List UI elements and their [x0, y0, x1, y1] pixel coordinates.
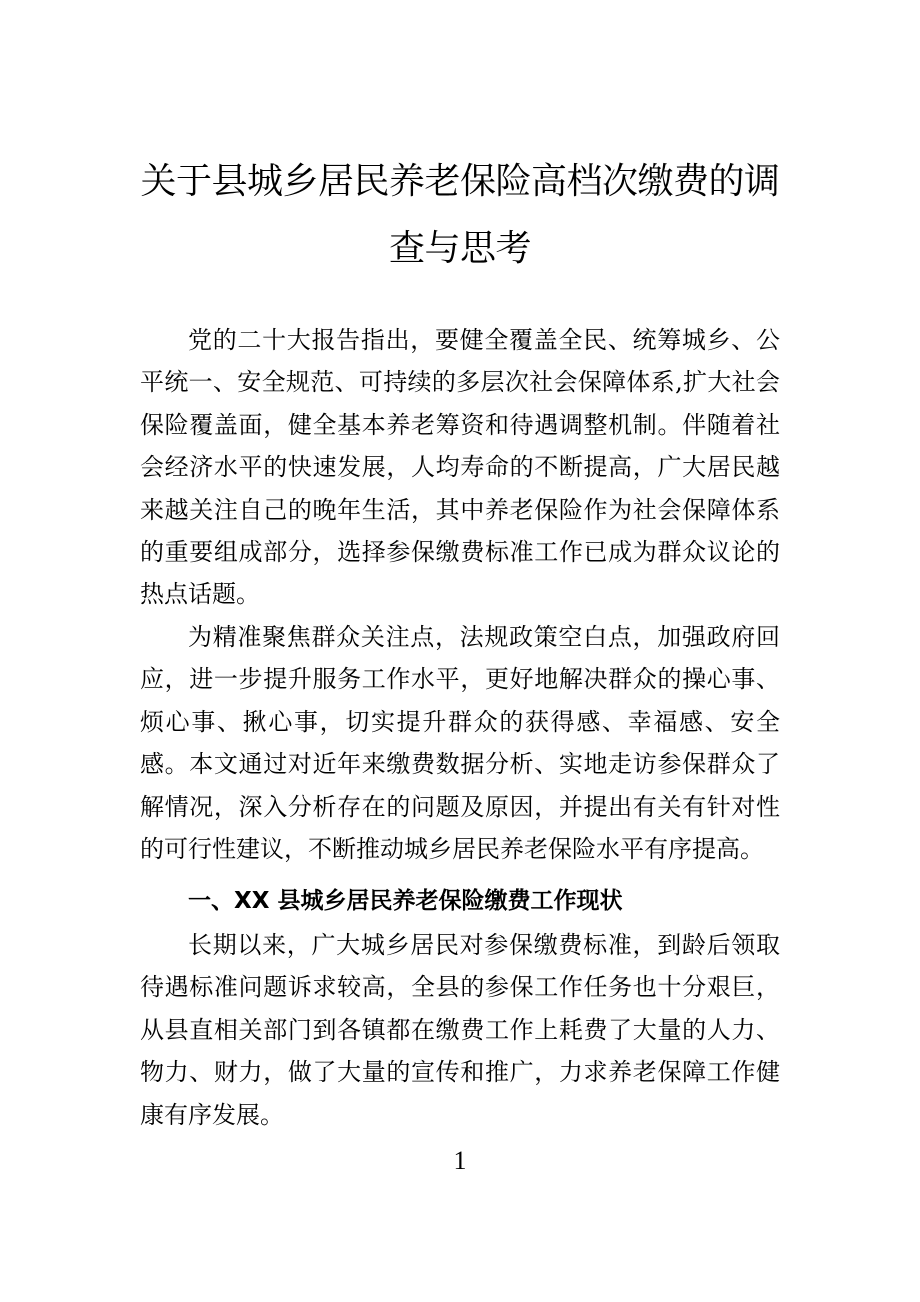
document-title-line-1: 关于县城乡居民养老保险高档次缴费的调	[140, 161, 780, 202]
document-title-line-2: 查与思考	[388, 228, 531, 269]
paragraph-2: 为精准聚焦群众关注点，法规政策空白点，加强政府回应，进一步提升服务工作水平，更好地解决群众的操心事、烦心事、揪心事，切实提升群众的获得感、幸福感、安全感。本文通过对近年来缴费数据分析、实地走访参保群众了解情况，深入分析存在的问题及原因，并提出有关有针对性的可行性建议，不断推动城乡居民养老保险水平有序提高。	[140, 623, 780, 864]
paragraph-3: 长期以来，广大城乡居民对参保缴费标准，到龄后领取待遇标准问题诉求较高，全县的参保工作任务也十分艰巨，从县直相关部门到各镇都在缴费工作上耗费了大量的人力、物力、财力，做了大量的宣传和推广，力求养老保障工作健康有序发展。	[140, 931, 780, 1129]
section-heading: 一、XX 县城乡居民养老保险缴费工作现状	[188, 888, 623, 914]
paragraph-1: 党的二十大报告指出，要健全覆盖全民、统筹城乡、公平统一、安全规范、可持续的多层次社会保障体系,扩大社会保险覆盖面，健全基本养老筹资和待遇调整机制。伴随着社会经济水平的快速发展，人均寿命的不断提高，广大居民越来越关注自己的晚年生活，其中养老保险作为社会保障体系的重要组成部分，选择参保缴费标准工作已成为群众议论的热点话题。	[140, 326, 780, 609]
page-number: 1	[453, 1146, 467, 1175]
